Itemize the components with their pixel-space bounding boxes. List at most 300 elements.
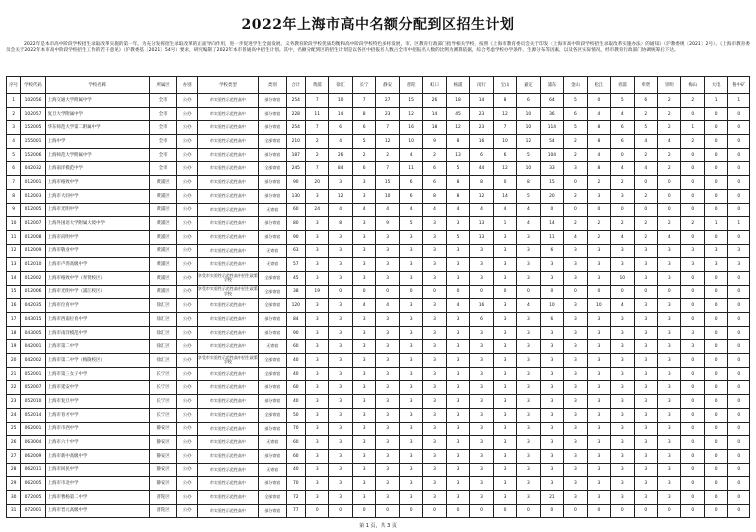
table-cell: 4	[399, 203, 422, 217]
table-row	[7, 504, 750, 518]
table-cell: 0	[658, 285, 681, 299]
table-cell: 公办	[177, 176, 197, 190]
table-cell: 3	[611, 449, 634, 463]
table-cell: 0	[681, 477, 704, 491]
table-cell: 徐汇区	[149, 313, 177, 327]
table-cell: 3	[376, 490, 399, 504]
table-cell: 60	[286, 381, 305, 395]
table-cell: 3	[587, 436, 610, 450]
table-cell: 公办	[177, 395, 197, 409]
table-cell: 36	[540, 107, 563, 121]
table-cell: 6	[540, 313, 563, 327]
table-cell: 上海市六十中学	[45, 436, 149, 450]
table-cell: 3	[658, 490, 681, 504]
table-row	[7, 271, 750, 285]
table-cell: 3	[399, 230, 422, 244]
table-cell: 长宁区	[149, 381, 177, 395]
table-cell: 上海市第三女子中学	[45, 367, 149, 381]
table-cell: 3	[352, 449, 375, 463]
table-cell: 40	[286, 354, 305, 368]
table-cell: 9	[376, 217, 399, 231]
table-cell: 17	[7, 313, 21, 327]
table-cell: 上海市市西中学	[45, 422, 149, 436]
table-cell: 市实验性示范性高中	[197, 449, 258, 463]
table-cell: 3	[470, 422, 493, 436]
table-cell: 8	[517, 176, 540, 190]
table-cell: 公办	[177, 285, 197, 299]
table-cell: 6	[329, 121, 352, 135]
table-cell: 3	[352, 313, 375, 327]
table-cell: 0	[681, 395, 704, 409]
table-cell: 0	[681, 107, 704, 121]
table-cell: 6	[423, 162, 446, 176]
table-cell: 012002	[21, 271, 45, 285]
table-cell: 3	[493, 230, 516, 244]
table-cell: 44	[470, 162, 493, 176]
table-cell: 公办	[177, 313, 197, 327]
table-cell: 全市	[149, 162, 177, 176]
table-cell: 0	[611, 203, 634, 217]
table-cell: 3	[587, 449, 610, 463]
table-cell: 3	[305, 299, 328, 313]
table-cell: 3	[376, 258, 399, 272]
table-cell: 0	[704, 230, 727, 244]
table-cell: 12	[329, 189, 352, 203]
table-cell: 市实验性示范性高中	[197, 189, 258, 203]
table-cell: 3	[446, 354, 469, 368]
table-cell: 0	[704, 271, 727, 285]
table-cell: 31	[7, 504, 21, 518]
table-cell: 062009	[21, 449, 45, 463]
column-header: 闵行	[470, 77, 493, 94]
table-cell: 无寄宿	[259, 436, 287, 450]
table-cell: 23	[376, 107, 399, 121]
table-cell: 3	[564, 326, 587, 340]
table-cell: 5	[564, 121, 587, 135]
table-cell: 0	[728, 203, 750, 217]
table-cell: 11	[399, 162, 422, 176]
table-cell: 0	[681, 367, 704, 381]
table-cell: 全市	[149, 148, 177, 162]
table-cell: 3	[399, 395, 422, 409]
table-cell: 6	[7, 162, 21, 176]
table-cell: 3	[329, 395, 352, 409]
table-cell: 2	[658, 217, 681, 231]
table-row	[7, 422, 750, 436]
table-cell: 0	[399, 285, 422, 299]
table-cell: 14	[7, 271, 21, 285]
table-cell: 0	[728, 408, 750, 422]
table-cell: 3	[493, 299, 516, 313]
table-cell: 152005	[21, 121, 45, 135]
table-cell: 徐汇区	[149, 340, 177, 354]
table-cell: 2	[587, 176, 610, 190]
table-cell: 3	[493, 463, 516, 477]
table-cell: 公办	[177, 217, 197, 231]
column-header: 嘉定	[517, 77, 540, 94]
table-cell: 3	[564, 477, 587, 491]
table-cell: 052007	[21, 381, 45, 395]
table-cell: 1	[728, 94, 750, 108]
column-header: 学校名称	[45, 77, 149, 94]
table-cell: 2	[634, 217, 657, 231]
table-cell: 公办	[177, 107, 197, 121]
table-cell: 3	[352, 477, 375, 491]
table-cell: 3	[305, 217, 328, 231]
table-cell: 3	[399, 463, 422, 477]
table-cell: 3	[493, 367, 516, 381]
table-cell: 黄浦区	[149, 258, 177, 272]
table-cell: 3	[564, 367, 587, 381]
table-cell: 11	[7, 230, 21, 244]
table-cell: 4	[634, 135, 657, 149]
table-cell: 0	[704, 504, 727, 518]
column-header: 松江	[587, 77, 610, 94]
table-row	[7, 395, 750, 409]
table-cell: 3	[470, 463, 493, 477]
table-cell: 3	[470, 340, 493, 354]
table-cell: 0	[540, 203, 563, 217]
table-cell: 3	[517, 477, 540, 491]
table-cell: 市实验性示范性高中	[197, 422, 258, 436]
table-cell: 全部寄宿	[259, 162, 287, 176]
table-cell: 3	[305, 258, 328, 272]
table-cell: 10	[329, 94, 352, 108]
table-row	[7, 299, 750, 313]
table-cell: 公办	[177, 189, 197, 203]
table-cell: 长宁区	[149, 408, 177, 422]
table-cell: 上海外国语大学附属大境中学	[45, 217, 149, 231]
table-cell: 25	[7, 422, 21, 436]
table-cell: 0	[634, 504, 657, 518]
table-cell: 3	[634, 477, 657, 491]
table-cell: 3	[399, 408, 422, 422]
table-cell: 3	[493, 490, 516, 504]
table-cell: 3	[470, 271, 493, 285]
column-header: 宝山	[493, 77, 516, 94]
table-cell: 3	[540, 271, 563, 285]
table-cell: 3	[517, 354, 540, 368]
table-cell: 0	[681, 354, 704, 368]
table-cell: 0	[681, 463, 704, 477]
table-cell: 0	[728, 285, 750, 299]
table-cell: 3	[376, 408, 399, 422]
table-cell: 3	[329, 299, 352, 313]
table-cell: 0	[376, 285, 399, 299]
table-cell: 2	[423, 148, 446, 162]
table-cell: 0	[704, 340, 727, 354]
table-cell: 3	[517, 422, 540, 436]
table-cell: 3	[376, 230, 399, 244]
table-cell: 3	[305, 326, 328, 340]
table-cell: 公办	[177, 244, 197, 258]
table-cell: 4	[611, 107, 634, 121]
table-cell: 13	[470, 230, 493, 244]
table-cell: 2	[658, 94, 681, 108]
table-cell: 市实验性示范性高中	[197, 408, 258, 422]
table-cell: 3	[470, 326, 493, 340]
table-cell: 0	[728, 490, 750, 504]
table-cell: 0	[611, 148, 634, 162]
table-cell: 3	[352, 395, 375, 409]
table-cell: 3	[540, 340, 563, 354]
table-cell: 3	[564, 408, 587, 422]
table-row	[7, 176, 750, 190]
table-cell: 3	[352, 422, 375, 436]
table-cell: 黄浦区	[149, 285, 177, 299]
table-cell: 4	[634, 162, 657, 176]
table-cell: 0	[728, 449, 750, 463]
table-cell: 012007	[21, 217, 45, 231]
table-cell: 3	[493, 449, 516, 463]
table-cell: 3	[658, 477, 681, 491]
table-cell: 0	[728, 463, 750, 477]
table-cell: 3	[611, 477, 634, 491]
table-cell: 3	[587, 189, 610, 203]
table-cell: 0	[728, 107, 750, 121]
table-cell: 45	[286, 271, 305, 285]
table-cell: 3	[587, 326, 610, 340]
table-cell: 3	[611, 367, 634, 381]
table-cell: 3	[399, 490, 422, 504]
table-cell: 0	[728, 395, 750, 409]
table-cell: 部分寄宿	[259, 107, 287, 121]
table-cell: 上海市大同中学	[45, 189, 149, 203]
table-cell: 3	[517, 326, 540, 340]
table-cell: 0	[493, 285, 516, 299]
table-cell: 上海市育才中学	[45, 408, 149, 422]
table-cell: 0	[728, 381, 750, 395]
table-cell: 3	[704, 244, 727, 258]
table-cell: 长宁区	[149, 395, 177, 409]
table-cell: 6	[493, 148, 516, 162]
table-cell: 3	[540, 449, 563, 463]
table-cell: 上海市敬业中学	[45, 244, 149, 258]
table-cell: 0	[704, 285, 727, 299]
table-cell: 0	[681, 271, 704, 285]
table-cell: 072001	[21, 504, 45, 518]
table-cell: 3	[658, 381, 681, 395]
table-cell: 3	[399, 271, 422, 285]
table-cell: 3	[658, 367, 681, 381]
table-cell: 3	[376, 340, 399, 354]
table-cell: 上海市新中高级中学	[45, 449, 149, 463]
table-cell: 3	[446, 367, 469, 381]
table-cell: 无寄宿	[259, 203, 287, 217]
table-cell: 0	[587, 203, 610, 217]
table-cell: 3	[611, 436, 634, 450]
table-cell: 3	[611, 189, 634, 203]
table-cell: 3	[376, 354, 399, 368]
table-cell: 15	[540, 176, 563, 190]
table-cell: 公办	[177, 121, 197, 135]
table-cell: 3	[329, 408, 352, 422]
table-cell: 上海市第二中学	[45, 340, 149, 354]
table-cell: 13	[470, 217, 493, 231]
table-cell: 0	[704, 189, 727, 203]
table-cell: 市实验性示范性高中	[197, 176, 258, 190]
table-cell: 6	[611, 135, 634, 149]
table-cell: 5	[446, 162, 469, 176]
table-cell: 3	[305, 313, 328, 327]
table-row	[7, 107, 750, 121]
table-row	[7, 217, 750, 231]
table-cell: 部分寄宿	[259, 381, 287, 395]
table-cell: 10	[517, 121, 540, 135]
table-row	[7, 285, 750, 299]
table-cell: 3	[423, 313, 446, 327]
table-cell: 3	[399, 436, 422, 450]
table-cell: 102057	[21, 107, 45, 121]
table-cell: 29	[7, 477, 21, 491]
table-cell: 012005	[21, 203, 45, 217]
table-cell: 部分寄宿	[259, 176, 287, 190]
table-cell: 上海市晋元高级中学	[45, 504, 149, 518]
table-cell: 3	[540, 326, 563, 340]
column-header: 合计	[286, 77, 305, 94]
column-header: 浦东	[540, 77, 563, 94]
table-cell: 市实验性示范性高中	[197, 477, 258, 491]
table-cell: 3	[329, 381, 352, 395]
table-cell: 3	[423, 436, 446, 450]
table-cell: 公办	[177, 135, 197, 149]
table-cell: 上海市第二中学（梅陇校区）	[45, 354, 149, 368]
table-row	[7, 313, 750, 327]
table-cell: 3	[352, 176, 375, 190]
table-cell: 012009	[21, 244, 45, 258]
table-cell: 10	[517, 107, 540, 121]
table-cell: 3	[352, 381, 375, 395]
table-cell: 3	[540, 408, 563, 422]
table-row	[7, 244, 750, 258]
table-cell: 市实验性示范性高中	[197, 326, 258, 340]
table-cell: 4	[423, 203, 446, 217]
table-cell: 254	[286, 121, 305, 135]
table-cell: 3	[564, 354, 587, 368]
table-cell: 12	[7, 244, 21, 258]
enrollment-table	[6, 76, 750, 518]
table-cell: 3	[658, 340, 681, 354]
table-cell: 9	[423, 135, 446, 149]
table-cell: 8	[446, 176, 469, 190]
table-cell: 0	[376, 504, 399, 518]
table-cell: 公办	[177, 490, 197, 504]
table-cell: 6	[470, 148, 493, 162]
table-cell: 3	[423, 340, 446, 354]
table-cell: 72	[286, 490, 305, 504]
table-cell: 26	[329, 148, 352, 162]
table-cell: 上海市延安中学	[45, 381, 149, 395]
table-cell: 7	[493, 121, 516, 135]
table-cell: 60	[286, 436, 305, 450]
table-cell: 0	[728, 326, 750, 340]
table-cell: 3	[587, 354, 610, 368]
table-cell: 3	[634, 258, 657, 272]
table-cell: 3	[540, 367, 563, 381]
table-cell: 4	[587, 148, 610, 162]
table-cell: 黄浦区	[149, 244, 177, 258]
table-cell: 上海市南洋模范中学	[45, 326, 149, 340]
table-cell: 7	[352, 94, 375, 108]
table-cell: 0	[399, 504, 422, 518]
table-cell: 3	[376, 326, 399, 340]
table-cell: 245	[286, 162, 305, 176]
table-cell: 公办	[177, 326, 197, 340]
table-cell: 全市	[149, 135, 177, 149]
table-cell: 0	[728, 271, 750, 285]
table-cell: 3	[470, 408, 493, 422]
table-cell: 3	[564, 162, 587, 176]
column-header: 杨浦	[446, 77, 469, 94]
table-cell: 0	[634, 176, 657, 190]
table-cell: 静安区	[149, 463, 177, 477]
table-cell: 全市	[149, 107, 177, 121]
table-cell: 2	[305, 135, 328, 149]
table-cell: 0	[728, 422, 750, 436]
table-cell: 市实验性示范性高中	[197, 367, 258, 381]
table-cell: 公办	[177, 271, 197, 285]
table-cell: 0	[681, 176, 704, 190]
table-cell: 10	[376, 189, 399, 203]
table-cell: 3	[352, 354, 375, 368]
table-cell: 0	[728, 436, 750, 450]
table-cell: 3	[305, 354, 328, 368]
table-cell: 徐汇区	[149, 354, 177, 368]
table-cell: 0	[704, 422, 727, 436]
table-cell: 3	[634, 449, 657, 463]
table-cell: 0	[728, 313, 750, 327]
table-cell: 4	[517, 299, 540, 313]
table-cell: 3	[634, 395, 657, 409]
table-cell: 公办	[177, 354, 197, 368]
table-cell: 部分寄宿	[259, 477, 287, 491]
table-cell: 8	[587, 121, 610, 135]
table-cell: 3	[352, 436, 375, 450]
table-cell: 6	[564, 107, 587, 121]
table-cell: 3	[517, 258, 540, 272]
table-cell: 市实验性示范性高中	[197, 436, 258, 450]
table-row	[7, 258, 750, 272]
table-cell: 0	[728, 189, 750, 203]
table-cell: 上海市市北中学	[45, 477, 149, 491]
table-cell: 0	[704, 107, 727, 121]
table-cell: 3	[305, 381, 328, 395]
table-cell: 0	[728, 162, 750, 176]
table-cell: 3	[564, 340, 587, 354]
table-cell: 公办	[177, 436, 197, 450]
table-cell: 40	[286, 463, 305, 477]
table-row	[7, 463, 750, 477]
table-cell: 20	[7, 354, 21, 368]
table-cell: 3	[305, 244, 328, 258]
table-cell: 公办	[177, 381, 197, 395]
table-cell: 部分寄宿	[259, 504, 287, 518]
table-cell: 3	[423, 449, 446, 463]
table-cell: 3	[329, 367, 352, 381]
table-cell: 无寄宿	[259, 463, 287, 477]
table-cell: 12	[493, 162, 516, 176]
table-cell: 4	[329, 135, 352, 149]
table-cell: 0	[681, 408, 704, 422]
table-cell: 10	[7, 217, 21, 231]
table-cell: 63	[286, 244, 305, 258]
table-cell: 3	[493, 340, 516, 354]
table-cell: 市实验性示范性高中	[197, 313, 258, 327]
table-cell: 3	[329, 422, 352, 436]
table-cell: 3	[611, 422, 634, 436]
table-cell: 4	[611, 230, 634, 244]
table-cell: 3	[329, 326, 352, 340]
